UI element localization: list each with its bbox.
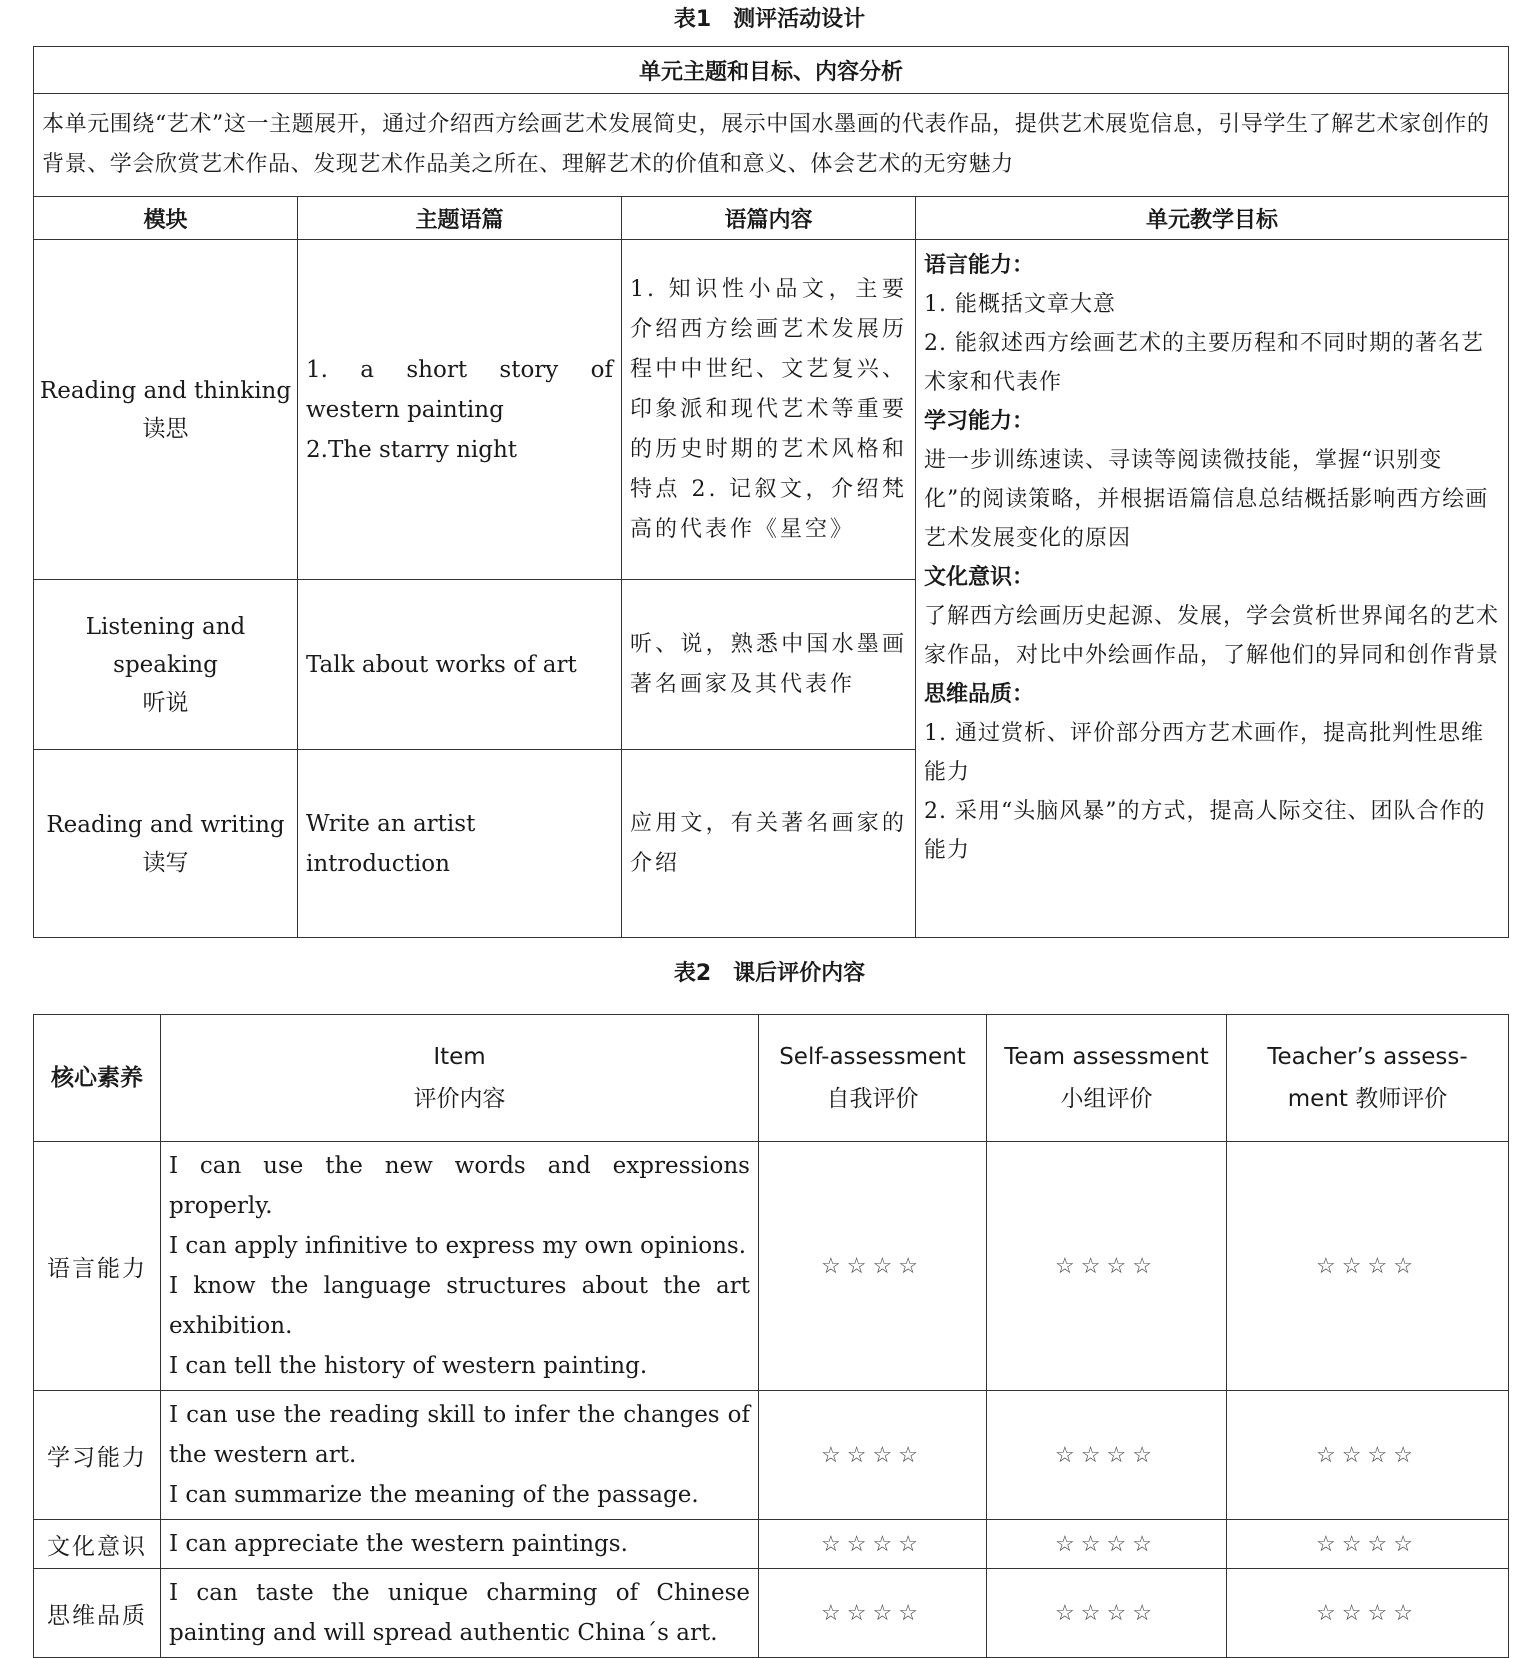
rating-self-culture[interactable]: ☆☆☆☆: [759, 1520, 987, 1569]
topic-reading-writing: Write an artist introduction: [298, 750, 622, 938]
goal-heading-learning: 学习能力：: [924, 409, 1035, 434]
unit-teaching-goals: 语言能力： 1. 能概括文章大意 2. 能叙述西方绘画艺术的主要历程和不同时期的著名艺术家和代表作 学习能力： 进一步训练速读、寻读等阅读微技能，掌握“识别变化”的阅读策略，并根据语篇信息总结概括影响西方绘画艺术发展变化的原因 文化意识： 了解西方绘画历史起源、发展，学会赏析世界闻名的艺术家作品，对比中外绘画作品，了解他们的异同和创作背景 思维品质： 1. 通过赏析、评价部分西方艺术画作，提高批判性思维能力 2. 采用“头脑风暴”的方式，提高人际交往、团队合作的能力: [916, 240, 1509, 938]
module-reading-thinking: Reading and thinking 读思: [34, 240, 298, 580]
rating-team-language[interactable]: ☆☆☆☆: [987, 1142, 1227, 1391]
table1-caption: 表1 测评活动设计: [673, 7, 866, 32]
rating-team-thinking[interactable]: ☆☆☆☆: [987, 1569, 1227, 1658]
header-module: 模块: [34, 197, 298, 240]
header-content: 语篇内容: [622, 197, 916, 240]
rating-self-language[interactable]: ☆☆☆☆: [759, 1142, 987, 1391]
rating-team-culture[interactable]: ☆☆☆☆: [987, 1520, 1227, 1569]
unit-analysis-title: 单元主题和目标、内容分析: [34, 47, 1509, 94]
content-listening-speaking: 听、说，熟悉中国水墨画著名画家及其代表作: [622, 580, 916, 750]
rating-teacher-culture[interactable]: ☆☆☆☆: [1227, 1520, 1509, 1569]
module-listening-speaking: Listening and speaking 听说: [34, 580, 298, 750]
header-item: Item 评价内容: [161, 1015, 759, 1142]
goal-heading-thinking: 思维品质：: [924, 682, 1035, 707]
header-core-literacy: 核心素养: [34, 1015, 161, 1142]
goal-heading-culture: 文化意识：: [924, 565, 1035, 590]
rating-teacher-learning[interactable]: ☆☆☆☆: [1227, 1391, 1509, 1520]
rating-teacher-thinking[interactable]: ☆☆☆☆: [1227, 1569, 1509, 1658]
topic-listening-speaking: Talk about works of art: [298, 580, 622, 750]
rating-team-learning[interactable]: ☆☆☆☆: [987, 1391, 1227, 1520]
header-teacher-assessment: Teacher’s assess- ment 教师评价: [1227, 1015, 1509, 1142]
items-learning-ability: I can use the reading skill to infer the changes of the western art. I can summarize the meaning of the passage.: [161, 1391, 759, 1520]
module-reading-writing: Reading and writing 读写: [34, 750, 298, 938]
rating-self-thinking[interactable]: ☆☆☆☆: [759, 1569, 987, 1658]
header-topic: 主题语篇: [298, 197, 622, 240]
header-self-assessment: Self-assessment 自我评价: [759, 1015, 987, 1142]
header-goals: 单元教学目标: [916, 197, 1509, 240]
content-reading-writing: 应用文，有关著名画家的介绍: [622, 750, 916, 938]
core-language-ability: 语言能力: [34, 1142, 161, 1391]
core-cultural-awareness: 文化意识: [34, 1520, 161, 1569]
topic-reading-thinking: 1. a short story of western painting 2.The starry night: [298, 240, 622, 580]
rating-self-learning[interactable]: ☆☆☆☆: [759, 1391, 987, 1520]
items-cultural-awareness: I can appreciate the western paintings.: [161, 1520, 759, 1569]
unit-summary: 本单元围绕“艺术”这一主题展开，通过介绍西方绘画艺术发展简史，展示中国水墨画的代表作品，提供艺术展览信息，引导学生了解艺术家创作的背景、学会欣赏艺术作品、发现艺术作品美之所在、理解艺术的价值和意义、体会艺术的无穷魅力: [34, 94, 1509, 197]
items-language-ability: I can use the new words and expressions properly. I can apply infinitive to express my own opinions. I know the language structures about the art exhibition. I can tell the history of western painting.: [161, 1142, 759, 1391]
core-thinking-quality: 思维品质: [34, 1569, 161, 1658]
goal-heading-language: 语言能力：: [924, 253, 1035, 278]
post-class-evaluation-table: [33, 1014, 1509, 1658]
rating-teacher-language[interactable]: ☆☆☆☆: [1227, 1142, 1509, 1391]
table2-caption: 表2 课后评价内容: [673, 961, 866, 986]
activity-design-table: [33, 46, 1509, 938]
header-team-assessment: Team assessment 小组评价: [987, 1015, 1227, 1142]
items-thinking-quality: I can taste the unique charming of Chinese painting and will spread authentic China´s art.: [161, 1569, 759, 1658]
core-learning-ability: 学习能力: [34, 1391, 161, 1520]
content-reading-thinking: 1. 知识性小品文，主要介绍西方绘画艺术发展历程中中世纪、文艺复兴、印象派和现代艺术等重要的历史时期的艺术风格和特点 2. 记叙文，介绍梵高的代表作《星空》: [622, 240, 916, 580]
